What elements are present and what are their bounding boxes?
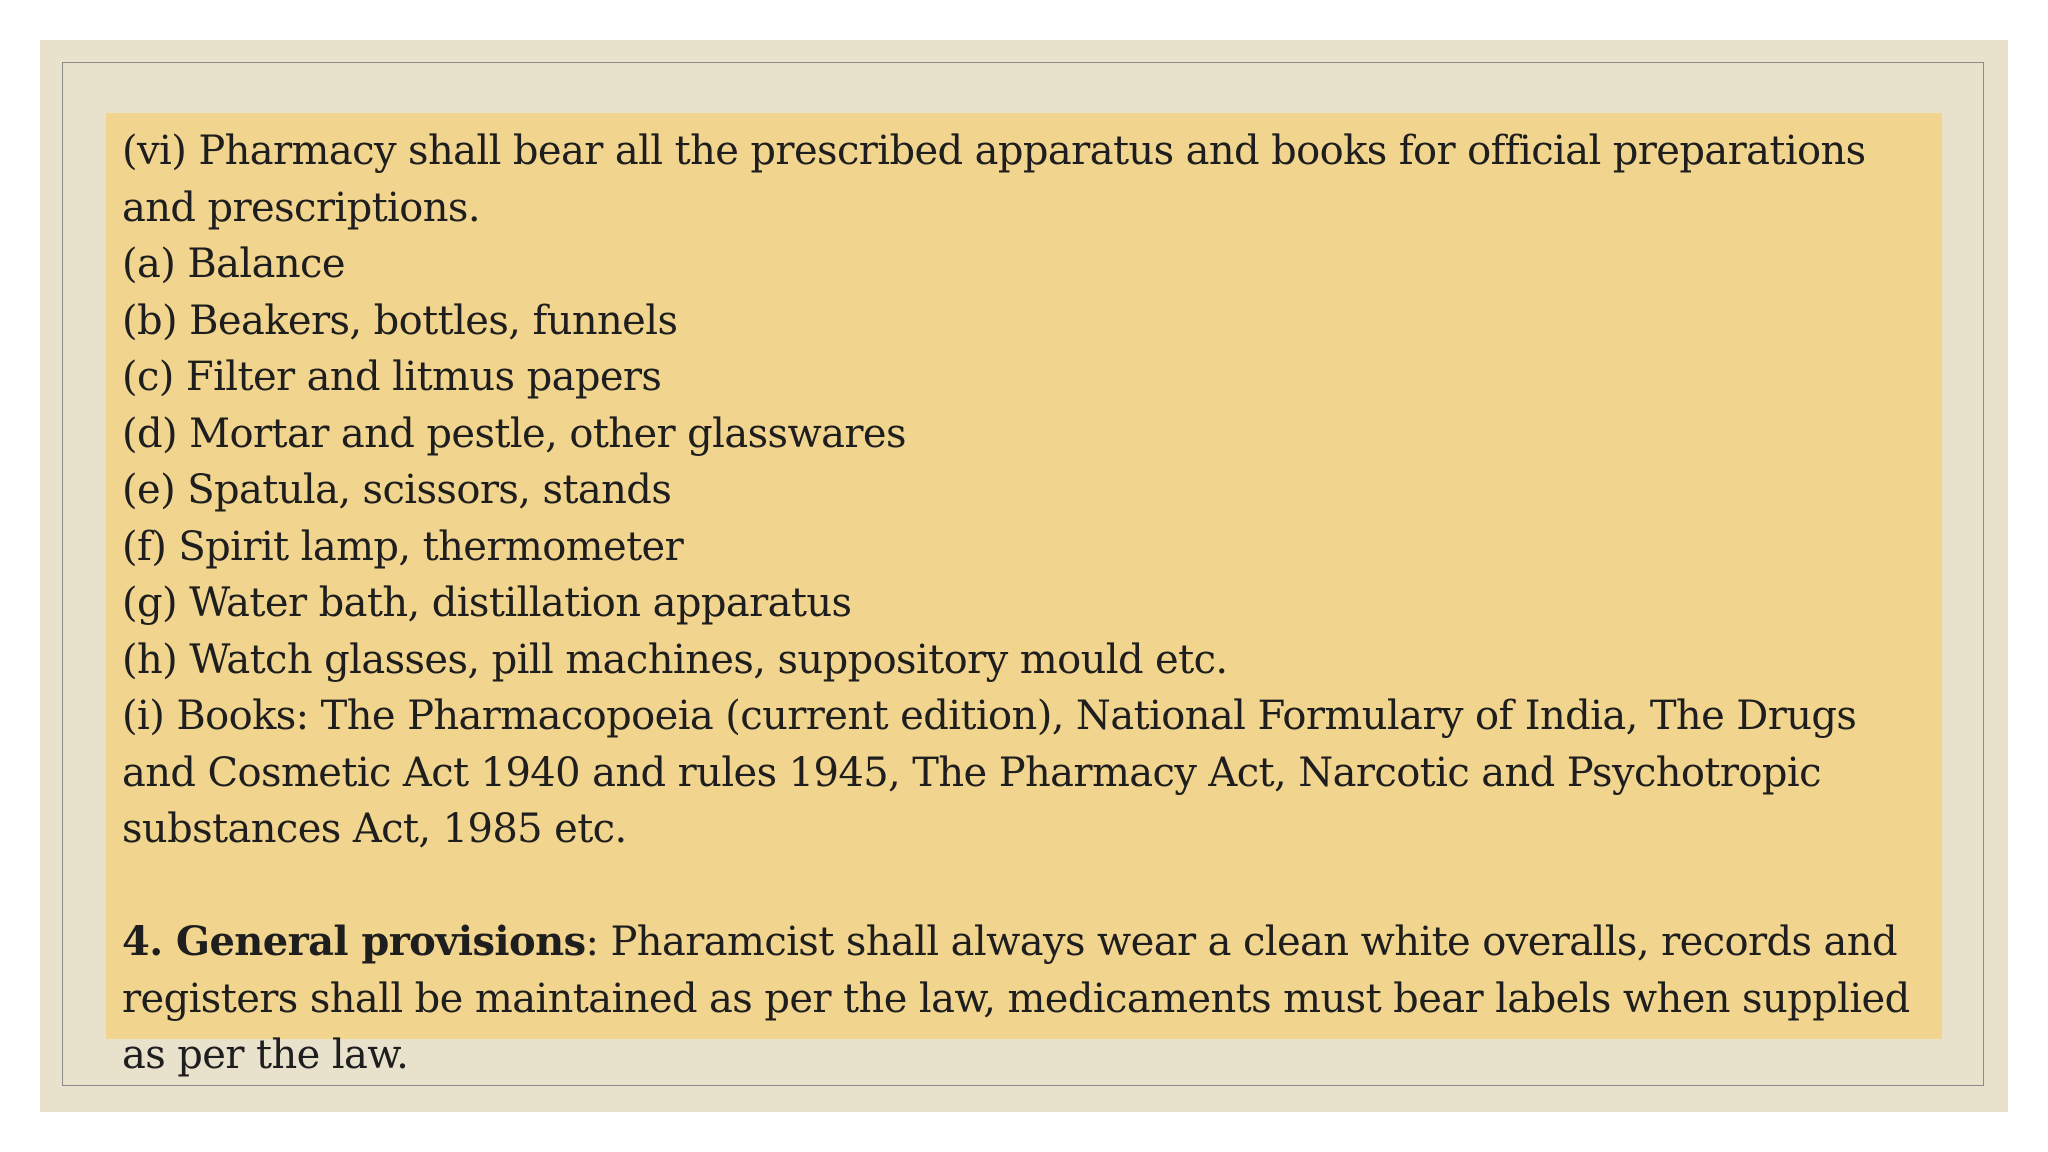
list-item-books: (i) Books: The Pharmacopoeia (current edition), National Formulary of India, The Drugs and Cosmetic Act 1940 and rules 1945, The Pharmacy Act, Narcotic and Psychotropic substances Act, 1985 etc. (122, 693, 1857, 852)
list-item-watch-glasses: (h) Watch glasses, pill machines, suppository mould etc. (122, 636, 1228, 683)
list-item-beakers: (b) Beakers, bottles, funnels (122, 297, 678, 344)
list-item-water-bath: (g) Water bath, distillation apparatus (122, 580, 852, 626)
slide (40, 40, 2008, 1112)
list-item-spirit-lamp: (f) Spirit lamp, thermometer (122, 523, 684, 570)
list-item-filter-papers: (c) Filter and litmus papers (122, 354, 662, 400)
list-item-balance: (a) Balance (122, 241, 345, 287)
list-item-mortar-pestle: (d) Mortar and pestle, other glasswares (122, 410, 906, 457)
list-item-spatula: (e) Spatula, scissors, stands (122, 467, 672, 513)
general-provisions-text: : Pharamcist shall always wear a clean white overalls, records and registers shall be maintained as per the law, medicaments must bear labels when supplied as per the law. (122, 919, 1910, 1078)
intro-paragraph: (vi) Pharmacy shall bear all the prescribed apparatus and books for official preparations and prescriptions. (122, 128, 1866, 231)
general-provisions-heading: 4. General provisions (122, 918, 586, 965)
paragraph-spacer (122, 858, 1926, 915)
content-box (106, 113, 1942, 1078)
general-provisions-paragraph (122, 914, 1926, 1084)
